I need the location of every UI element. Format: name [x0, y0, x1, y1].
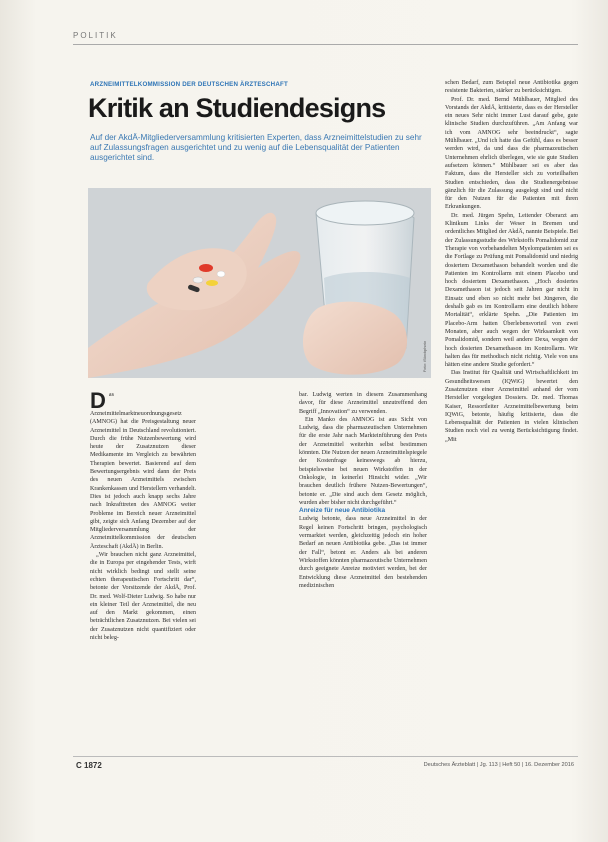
- text-column-2: [299, 391, 427, 590]
- paragraph: Ludwig betonte, dass neue Arzneimittel in der Regel keinen Fortschritt bringen, psychologisch vermarktet werden, gleichzeitig jedoch ein hoher Bedarf an neuen Antibiotika gebe. „Das ist immer der Fall“, betont er. Anders als bei anderen Wirkstoffen könnten pharmazeutische Unternehmen durch geeignete Anreize motiviert werden, bei der Entwicklung diese Arzneimittel den bestehenden medizinischen: [299, 516, 427, 589]
- paragraph: Das Institut für Qualität und Wirtschaftlichkeit im Gesundheitswesen (IQWiG) bewertet den Zusatznutzen einer Arzneimittel anhand der vom Hersteller vorgelegten Dossiers. Dr. med. Thomas Kaiser, Ressortleiter Arzneimittelbewertung beim IQWiG, betonte, häufig kritisierte, dass die Lebensqualität der Patienten in vielen klinischen Studien noch viel zu wenig Berücksichtigung findet. „Mit: [445, 370, 578, 443]
- paragraph: Ein Manko des AMNOG ist aus Sicht von Ludwig, dass die pharmazeutischen Unternehmen für die erste Jahr nach Markteinführung den Preis der Arzneimittel weiterhin selbst bestimmen könnten. Die Nutzen der neuen Arzneimittelspiegele der Kostenfrage keineswegs ab hierzu, beispielsweise bei neuen Wirkstoffen in der Onkologie, in keinerlei Hinsicht wider. „Wir brauchen deutlich frühere Nutzen-Bewertungen“, betonte er. „Die sind auch dem Gesetz möglich, wurden aber bisher nicht durchgeführt.“: [299, 416, 427, 506]
- yellow-pill: [206, 280, 218, 286]
- article-deck: Auf der AkdÄ-Mitgliederversammlung kritisierten Experten, dass Arzneimittelstudien zu sehr auf Zulassungsfragen ausgerichtet und zu wenig auf die Lebensqualität der Patienten ausgerichtet sind.: [90, 133, 422, 162]
- text-column-3: [445, 79, 578, 444]
- top-rule: [73, 44, 578, 45]
- journal-citation: Deutsches Ärzteblatt | Jg. 113 | Heft 50 | 16. Dezember 2016: [423, 762, 574, 768]
- paragraph: as Arzneimittelmarktneuordnungsgesetz (AMNOG) hat die Preisgestaltung neuer Arzneimittel in Deutschland revolutioniert. Durch die frühe Nutzenbewertung wird heute der Zusatznutzen dieser Medikamente im Vergleich zu bewährten Therapien bewertet. Basierend auf dem Bewertungsergebnis wird dann der Preis des neuen Arzneimittels zwischen Krankenkassen und Herstellern verhandelt. Dies ist jedoch auch knapp sechs Jahre nach Inkrafttreten des AMNOG weiter Probleme im Bereich neuer Arzneimittel gibt, zeigte sich Anfang Dezember auf der Mitgliederversammlung der Arzneimittelkommission der deutschen Ärzteschaft (AkdÄ) in Berlin.: [90, 392, 196, 550]
- article-kicker: ARZNEIMITTELKOMMISSION DER DEUTSCHEN ÄRZTESCHAFT: [90, 81, 288, 88]
- paragraph: Dr. med. Jürgen Spehn, Leitender Oberarzt am Klinikum Links der Weser in Bremen und ordentliches Mitglied der AkdÄ, nannte Beispiele. Bei der Zulassungsstudie des Wirkstoffs Pomalidomid zur Therapie von vorbehandelten Myelompatienten sei es die Fortlage zu Prüfung mit Pomalidomid und niedrig dosiertem Dexamethason behandelt worden und die Patienten im Kontrollarm mit einem Placebo und hoch dosiertem Dexamethason. „Hoch dosiertes Dexamethason ist jedoch seit Jahren gar nicht in Einsatz und eben so nicht mehr bei Jüngeren, die deshalb gab es im Kontrollarm eine deutlich höhere Mortalität“, erklärte Spehn. „Die Patienten im Placebo-Arm hatten Überlebensvorteil von zwei Monaten, aber auch wegen der Wirksamkeit von Pomalidomid, sondern weil andere Dexa, wegen der hoch dosierten Dexamethason im Kontrollarm. Wir halten das für methodisch nicht richtig. Viele von uns hätten eine andere Studie gefordert.“: [445, 212, 578, 369]
- article-photo: [88, 188, 431, 378]
- hand-right: [303, 302, 407, 375]
- subheading: Anreize für neue Antibiotika: [299, 507, 386, 515]
- drop-cap: D: [90, 388, 106, 413]
- paragraph: „Wir brauchen nicht ganz Arzneimittel, die in Europa per eingehender Tests, wirft nicht wirklich bedingt und stellt seine echten therapeutischen Fortschritt dar“, betonte der Vorsitzende der AkdÄ, Prof. Dr. med. Wolf-Dieter Ludwig. So habe nur ein kleiner Teil der Arzneimittel, die neu auf den Markt gekommen, einen beträchtlichen Zusatznutzen. Bei vielen sei der Zusatznutzen nicht quantifiziert oder nicht beleg-: [90, 552, 196, 642]
- pills-and-water-illustration: [88, 188, 431, 378]
- page-number: C 1872: [76, 761, 102, 770]
- photo-credit: Foto: iStockphoto: [422, 340, 427, 372]
- paragraph: Prof. Dr. med. Bernd Mühlbauer, Mitglied des Vorstands der AkdÄ, kritisierte, dass es der Hersteller ein neues Sehr nicht immer Lust darauf gebe, gute klinische Studien durchzuführen. „Am Anfang war ich vom AMNOG sehr beeindruckt“, sagte Mühlbauer. „Und ich hatte das Gefühl, dass es besser werden wird, da und dass die pharmazeutischen Unternehmen ehrlich überlegen, wie sie gute Studien aufsetzen können.“ Mühlbauer sei es aber das Faktum, dass die Hersteller sich zu vorteilhaften Studien entschieden, dass die Studienergebnisse gänzlich für die Zulassung ausgelegt sind und nicht für den Nutzen für die Patienten mit ihren Erkrankungen.: [445, 96, 578, 211]
- footer-rule: [73, 756, 578, 757]
- red-pill: [199, 264, 213, 272]
- paragraph: schen Bedarf, zum Beispiel neue Antibiotika gegen resistente Bakterien, stärker zu berücksichtigen.: [445, 80, 578, 95]
- article-headline: Kritik an Studiendesigns: [88, 93, 386, 123]
- text-column-1: [90, 388, 196, 642]
- section-label: POLITIK: [73, 31, 118, 40]
- paragraph: bar. Ludwig werten in diesem Zusammenhang davor, für diese Arzneimittel unzutreffend den Begriff „Innovation“ zu verwenden.: [299, 392, 427, 415]
